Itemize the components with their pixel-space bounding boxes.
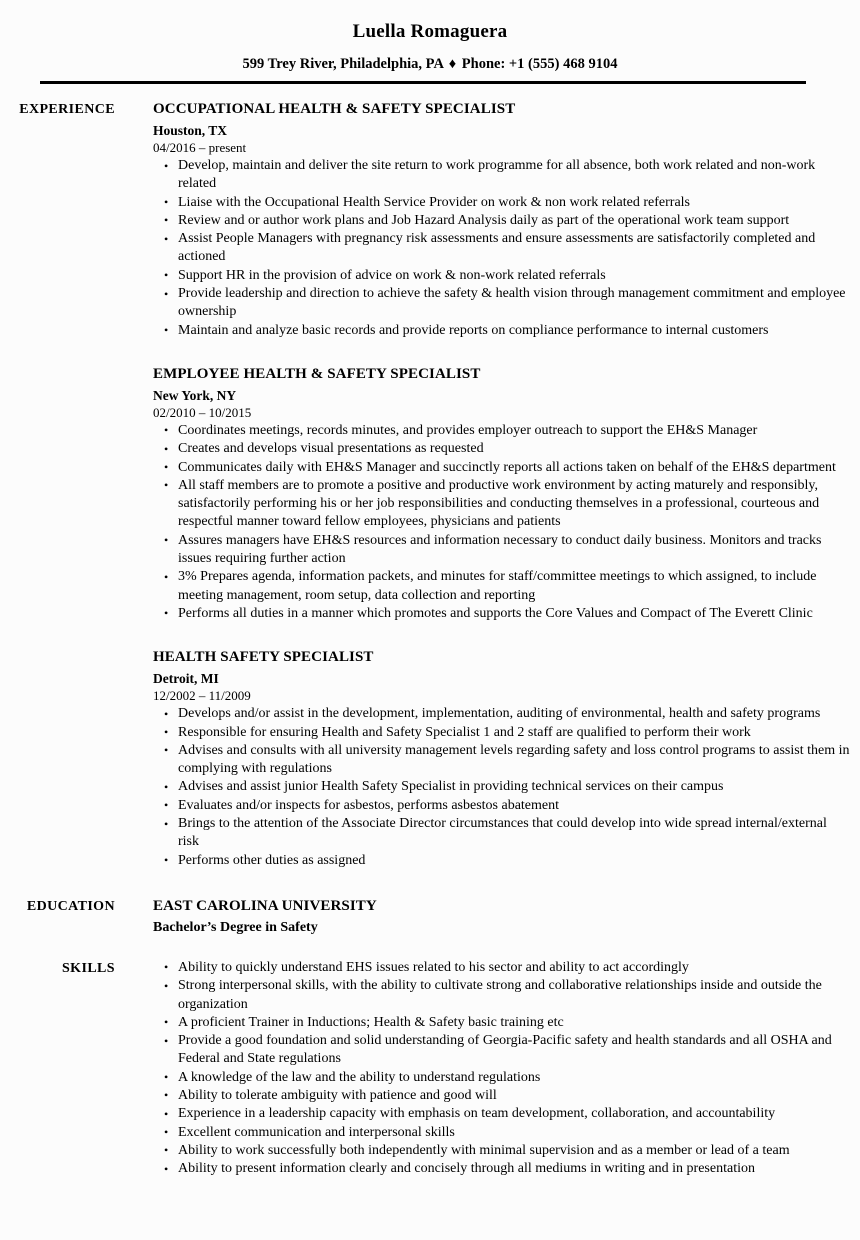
candidate-contact-line [0,54,860,74]
education-section [0,897,860,937]
education-school-name: EAST CAROLINA UNIVERSITY [153,897,377,914]
job-bullet-item: • Coordinates meetings, records minutes, and provides employer outreach to support the EH&S Manager [153,422,850,440]
skills-section [0,959,860,1179]
experience-entry [153,648,850,870]
skill-bullet-item: • A proficient Trainer in Inductions; Health & Safety basic training etc [153,1014,850,1032]
skills-section-label: SKILLS [62,960,115,976]
skills-section-body [115,959,860,1179]
job-bullet-list [153,705,850,870]
job-bullet-item: • Advises and consults with all university management levels regarding safety and loss control programs to assist them in complying with regulations [153,742,850,779]
candidate-phone: Phone: +1 (555) 468 9104 [461,56,618,72]
job-bullet-item: • Advises and assist junior Health Safety Specialist in providing technical services on their campus [153,778,850,796]
job-location: Detroit, MI [153,671,219,687]
job-bullet-item: • 3% Prepares agenda, information packets, and minutes for staff/committee meetings to which assigned, to include meeting management, room setup, data collection and reporting [153,568,850,605]
education-section-label: EDUCATION [26,898,115,914]
job-bullet-item: • Communicates daily with EH&S Manager and succinctly reports all actions taken on behalf of the EH&S department [153,459,850,477]
skill-bullet-item: • Provide a good foundation and solid understanding of Georgia-Pacific safety and health standards and all OSHA and Federal and State regulations [153,1032,850,1069]
experience-entry [153,100,850,340]
skills-bullet-list [153,959,850,1179]
skill-bullet-item: • Strong interpersonal skills, with the ability to cultivate strong and collaborative relationships inside and outside the organization [153,977,850,1014]
candidate-address: 599 Trey River, Philadelphia, PA [242,56,444,72]
job-bullet-item: • Creates and develops visual presentations as requested [153,440,850,458]
job-bullet-item: • Provide leadership and direction to achieve the safety & health vision through management commitment and employee ownership [153,285,850,322]
job-bullet-item: • Support HR in the provision of advice on work & non-work related referrals [153,267,850,285]
skill-bullet-item: • A knowledge of the law and the ability to understand regulations [153,1069,850,1087]
job-bullet-item: • Responsible for ensuring Health and Safety Specialist 1 and 2 staff are qualified to perform their work [153,724,850,742]
job-title: OCCUPATIONAL HEALTH & SAFETY SPECIALIST [153,101,516,117]
experience-section-body [115,100,860,870]
job-title: HEALTH SAFETY SPECIALIST [153,649,374,666]
skill-bullet-item: • Ability to work successfully both independently with minimal supervision and as a member or lead of a team [153,1142,850,1160]
job-bullet-list [153,422,850,623]
education-section-body [115,897,860,937]
skill-bullet-item: • Ability to tolerate ambiguity with patience and good will [153,1087,850,1105]
job-bullet-item: • Evaluates and/or inspects for asbestos, performs asbestos abatement [153,797,850,815]
skill-bullet-item: • Excellent communication and interpersonal skills [153,1124,850,1142]
diamond-separator-icon: ♦ [448,56,457,72]
header-divider [40,81,806,84]
job-title: EMPLOYEE HEALTH & SAFETY SPECIALIST [153,365,481,382]
experience-block-spacer [153,623,850,648]
job-location: Houston, TX [153,123,228,138]
skill-bullet-item: • Experience in a leadership capacity with emphasis on team development, collaboration, and accountability [153,1105,850,1123]
experience-section-label: EXPERIENCE [19,102,115,117]
experience-section [0,100,860,870]
resume-header [0,0,860,84]
job-bullet-item: • Develops and/or assist in the development, implementation, auditing of environmental, health and safety programs [153,705,850,723]
education-degree: Bachelor’s Degree in Safety [153,919,318,935]
experience-entry [153,365,850,623]
skill-bullet-item: • Ability to present information clearly and concisely through all mediums in writing and in presentation [153,1160,850,1178]
job-dates: 04/2016 – present [153,140,247,155]
candidate-name: Luella Romaguera [352,21,508,42]
job-bullet-item: • All staff members are to promote a positive and productive work environment by acting maturely and responsibly, satisfactorily performing his or her job responsibilities and conducting themselves in a professional, courteous and respectful manner toward fellow employees, physicians and patients [153,477,850,532]
experience-block-spacer [153,340,850,365]
job-bullet-item: • Review and or author work plans and Job Hazard Analysis daily as part of the operational work team support [153,212,850,230]
job-bullet-item: • Brings to the attention of the Associate Director circumstances that could develop into wide spread internal/external risk [153,815,850,852]
job-bullet-list [153,157,850,340]
job-dates: 12/2002 – 11/2009 [153,688,251,704]
job-bullet-item: • Performs other duties as assigned [153,852,850,870]
job-bullet-item: • Performs all duties in a manner which promotes and supports the Core Values and Compact of The Everett Clinic [153,605,850,623]
job-bullet-item: • Maintain and analyze basic records and provide reports on compliance performance to internal customers [153,322,850,340]
job-location: New York, NY [153,387,237,403]
job-dates: 02/2010 – 10/2015 [153,404,252,420]
job-bullet-item: • Develop, maintain and deliver the site return to work programme for all absence, both work related and non-work related [153,157,850,194]
job-bullet-item: • Liaise with the Occupational Health Service Provider on work & non work related referrals [153,194,850,212]
skill-bullet-item: • Ability to quickly understand EHS issues related to his sector and ability to act accordingly [153,959,850,977]
job-bullet-item: • Assures managers have EH&S resources and information necessary to conduct daily business. Monitors and tracks issues requiring further action [153,532,850,569]
job-bullet-item: • Assist People Managers with pregnancy risk assessments and ensure assessments are satisfactorily completed and actioned [153,230,850,267]
